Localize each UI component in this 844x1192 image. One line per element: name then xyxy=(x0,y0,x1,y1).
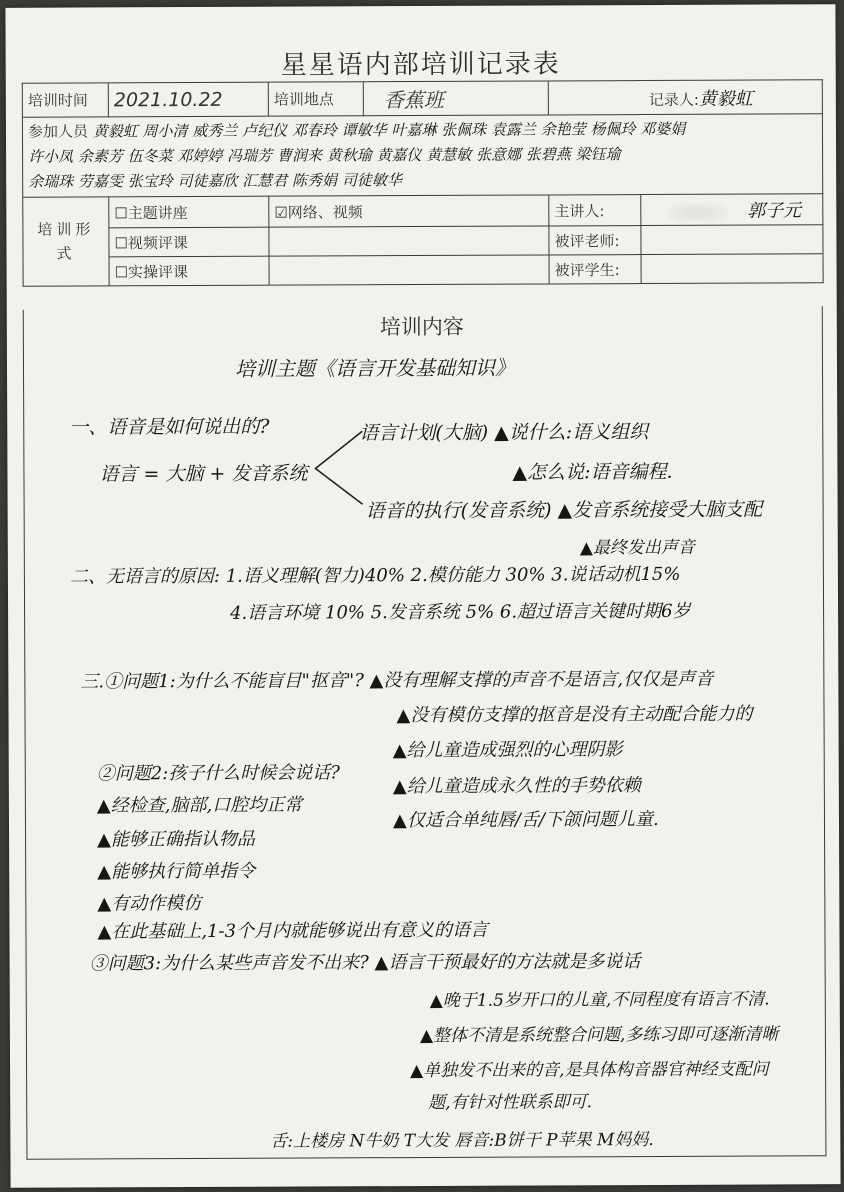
checked-checkbox-icon xyxy=(274,203,288,221)
place-label: 培训地点 xyxy=(268,82,363,116)
evaluated-teacher-label: 被评老师: xyxy=(549,226,641,255)
form-title: 星星语内部培训记录表 xyxy=(280,49,561,81)
evaluated-student-label: 被评学生: xyxy=(549,255,641,284)
content-line: ▲能够执行简单指令 xyxy=(97,860,256,883)
participants-label: 参加人员 xyxy=(27,122,89,141)
content-line: ▲给儿童造成强烈的心理阴影 xyxy=(392,739,623,762)
speaker-cell xyxy=(641,194,823,226)
content-line: ▲经检查,脑部,口腔均正常 xyxy=(96,794,303,817)
content-line: 语音的执行(发音系统) ▲发音系统接受大脑支配 xyxy=(365,498,763,523)
content-line: ▲在此基础上,1-3个月内就能够说出有意义的语言 xyxy=(97,919,489,943)
blurred-name xyxy=(666,202,728,222)
content-line: ▲怎么说:语音编程. xyxy=(512,460,673,484)
content-line: ▲能够正确指认物品 xyxy=(97,828,255,851)
option-network-video xyxy=(269,195,549,227)
content-line: ②问题2:孩子什么时候会说话? xyxy=(96,762,340,785)
content-line: ▲有动作模仿 xyxy=(97,892,202,915)
option-label: 实操评课 xyxy=(127,262,189,281)
option-topic-lecture xyxy=(109,196,269,228)
time-value: 2021.10.22 xyxy=(108,82,268,117)
time-label: 培训时间 xyxy=(22,83,108,117)
content-line: 题,有针对性联系即可. xyxy=(428,1092,593,1113)
content-line: ▲没有模仿支撑的抠音是没有主动配合能力的 xyxy=(396,703,753,727)
content-line: ▲给儿童造成永久性的手势依赖 xyxy=(392,775,641,798)
checkbox-icon xyxy=(115,263,129,281)
training-record-sheet xyxy=(5,4,840,1188)
option-label: 网络、视频 xyxy=(287,202,363,222)
option-video-evaluation xyxy=(109,227,269,257)
content-line: 一、语音是如何说出的? xyxy=(69,415,270,439)
format-label: 培训形式 xyxy=(23,197,109,286)
participants-line: 黄毅虹 周小清 威秀兰 卢纪仪 邓春玲 谭敏华 叶嘉琳 张佩珠 袁露兰 余艳莹 杨佩玲 邓婆娟 xyxy=(92,119,686,141)
option-label: 主题讲座 xyxy=(127,203,188,222)
content-line: 二、无语言的原因: 1.语义理解(智力)40% 2.模仿能力 30% 3.说话动机15% xyxy=(69,563,681,588)
evaluated-teacher-value xyxy=(641,225,823,255)
checkbox-icon xyxy=(114,234,128,252)
content-line: 4.语言环境 10% 5.发音系统 5% 6.超过语言关键时期6岁 xyxy=(230,600,691,624)
content-section-title: 培训内容 xyxy=(379,314,464,340)
recorder-value: 黄毅虹 xyxy=(698,88,753,110)
content-line: 语言 = 大脑 + 发音系统 xyxy=(99,462,308,486)
content-line: 舌:上楼房 N牛奶 T大发 唇音:B饼干 P苹果 M妈妈. xyxy=(270,1129,654,1152)
content-line: 语言计划(大脑) ▲说什么:语义组织 xyxy=(359,421,649,445)
participants-line: 余瑞珠 劳嘉雯 张宝玲 司徒嘉欣 汇慧君 陈秀娟 司徒敏华 xyxy=(28,171,402,191)
speaker-value: 郭子元 xyxy=(747,200,802,222)
option-practical-evaluation xyxy=(109,256,269,286)
topic-line: 培训主题《语言开发基础知识》 xyxy=(234,355,516,381)
participants-cell xyxy=(22,114,822,197)
recorder-label: 记录人: xyxy=(648,90,699,109)
speaker-label: 主讲人: xyxy=(549,195,641,226)
empty-cell xyxy=(269,255,549,285)
content-line: ▲晚于1.5岁开口的儿童,不同程度有语言不清. xyxy=(429,989,770,1011)
place-value: 香蕉班 xyxy=(363,81,548,116)
evaluated-student-value xyxy=(641,254,823,284)
info-table xyxy=(22,79,824,286)
option-label: 视频评课 xyxy=(127,233,188,252)
content-line: ▲最终发出声音 xyxy=(579,537,695,559)
content-line: ▲整体不清是系统整合问题,多练习即可逐渐清晰 xyxy=(419,1024,779,1047)
content-line: 三.①问题1:为什么不能盲目"抠音"? ▲没有理解支撑的声音不是语言,仅仅是声音 xyxy=(80,668,714,693)
content-line: ▲仅适合单纯唇/舌/下颌问题儿童. xyxy=(392,808,659,832)
empty-cell xyxy=(269,226,549,256)
checkbox-icon xyxy=(114,204,128,222)
content-line: ▲单独发不出来的音,是具体构音器官神经支配问 xyxy=(410,1059,769,1082)
recorder-cell xyxy=(548,80,822,115)
participants-line: 许小凤 余素芳 伍冬菜 邓婷婷 冯瑞芳 曹润来 黄秋瑜 黄嘉仪 黄慧敏 张意娜 张碧燕 梁钰瑜 xyxy=(28,145,621,166)
content-line: ③问题3:为什么某些声音发不出来? ▲语言干预最好的方法就是多说话 xyxy=(89,951,641,975)
